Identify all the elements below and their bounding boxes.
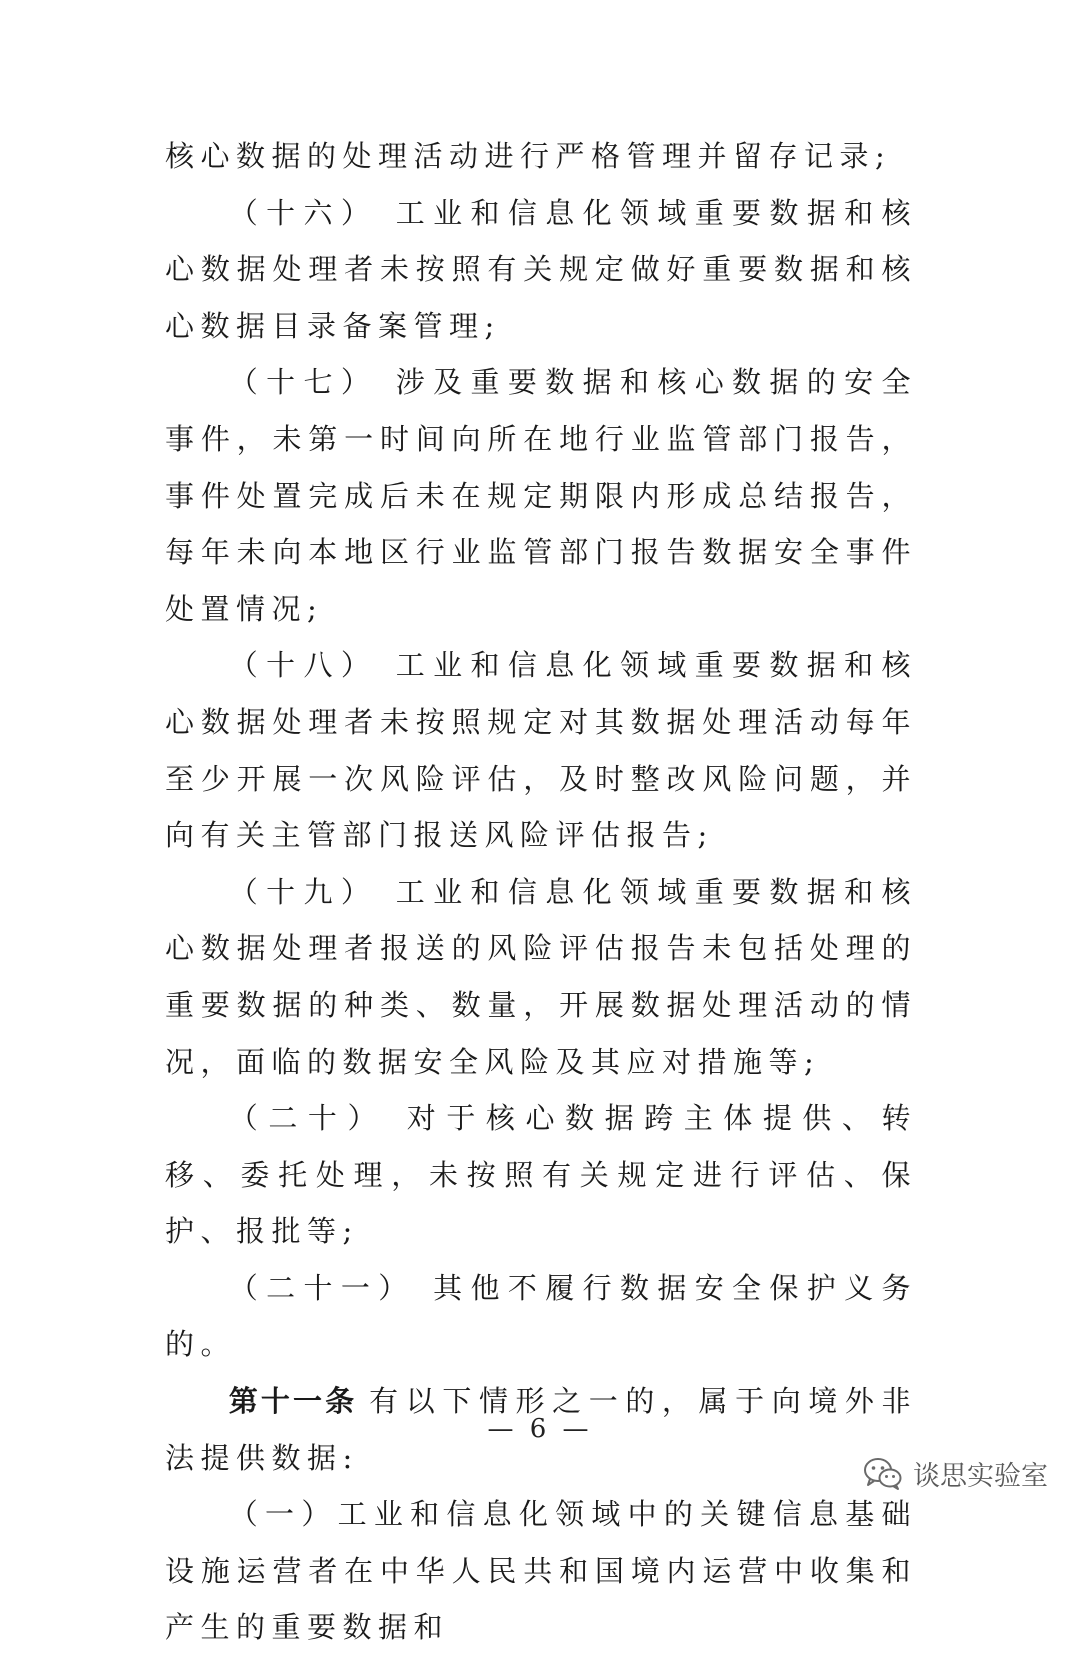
paragraph-text: （十八） 工业和信息化领域重要数据和核心数据处理者未按照规定对其数据处理活动每年至少开展一次风险评估，及时整改风险问题，并向有关主管部门报送风险评估报告; (165, 648, 917, 853)
paragraph (165, 864, 917, 1090)
paragraph (165, 185, 917, 355)
paragraph-text: 核心数据的处理活动进行严格管理并留存记录; (165, 139, 892, 173)
paragraph-text: （一）工业和信息化领域中的关键信息基础设施运营者在中华人民共和国境内运营中收集和产生的重要数据和 (165, 1497, 917, 1645)
paragraph-text: （二十一） 其他不履行数据安全保护义务的。 (165, 1270, 917, 1362)
paragraph-text: （二十） 对于核心数据跨主体提供、转移、委托处理，未按照有关规定进行评估、保护、报批等; (165, 1101, 917, 1249)
wechat-icon (863, 1457, 903, 1491)
watermark-label: 谈思实验室 (913, 1461, 1048, 1492)
paragraph (165, 128, 917, 185)
article-heading: 第十一条 (228, 1384, 358, 1419)
paragraph (165, 1486, 917, 1656)
paragraph (165, 1090, 917, 1260)
paragraph-text: （十七） 涉及重要数据和核心数据的安全事件，未第一时间向所在地行业监管部门报告，事件处置完成后未在规定期限内形成总结报告，每年未向本地区行业监管部门报告数据安全事件处置情况; (165, 365, 917, 626)
paragraph (165, 1260, 917, 1373)
paragraph-text: （十六） 工业和信息化领域重要数据和核心数据处理者未按照有关规定做好重要数据和核心数据目录备案管理; (165, 195, 917, 343)
paragraph (165, 354, 917, 637)
paragraph-text: 有以下情形之一的，属于向境外非法提供数据: (165, 1384, 917, 1475)
paragraph-text: （十九） 工业和信息化领域重要数据和核心数据处理者报送的风险评估报告未包括处理的重要数据的种类、数量，开展数据处理活动的情况，面临的数据安全风险及其应对措施等; (165, 874, 917, 1079)
watermark (863, 1454, 1048, 1493)
page-number: — 6 — (487, 1414, 593, 1444)
paragraph (165, 637, 917, 863)
